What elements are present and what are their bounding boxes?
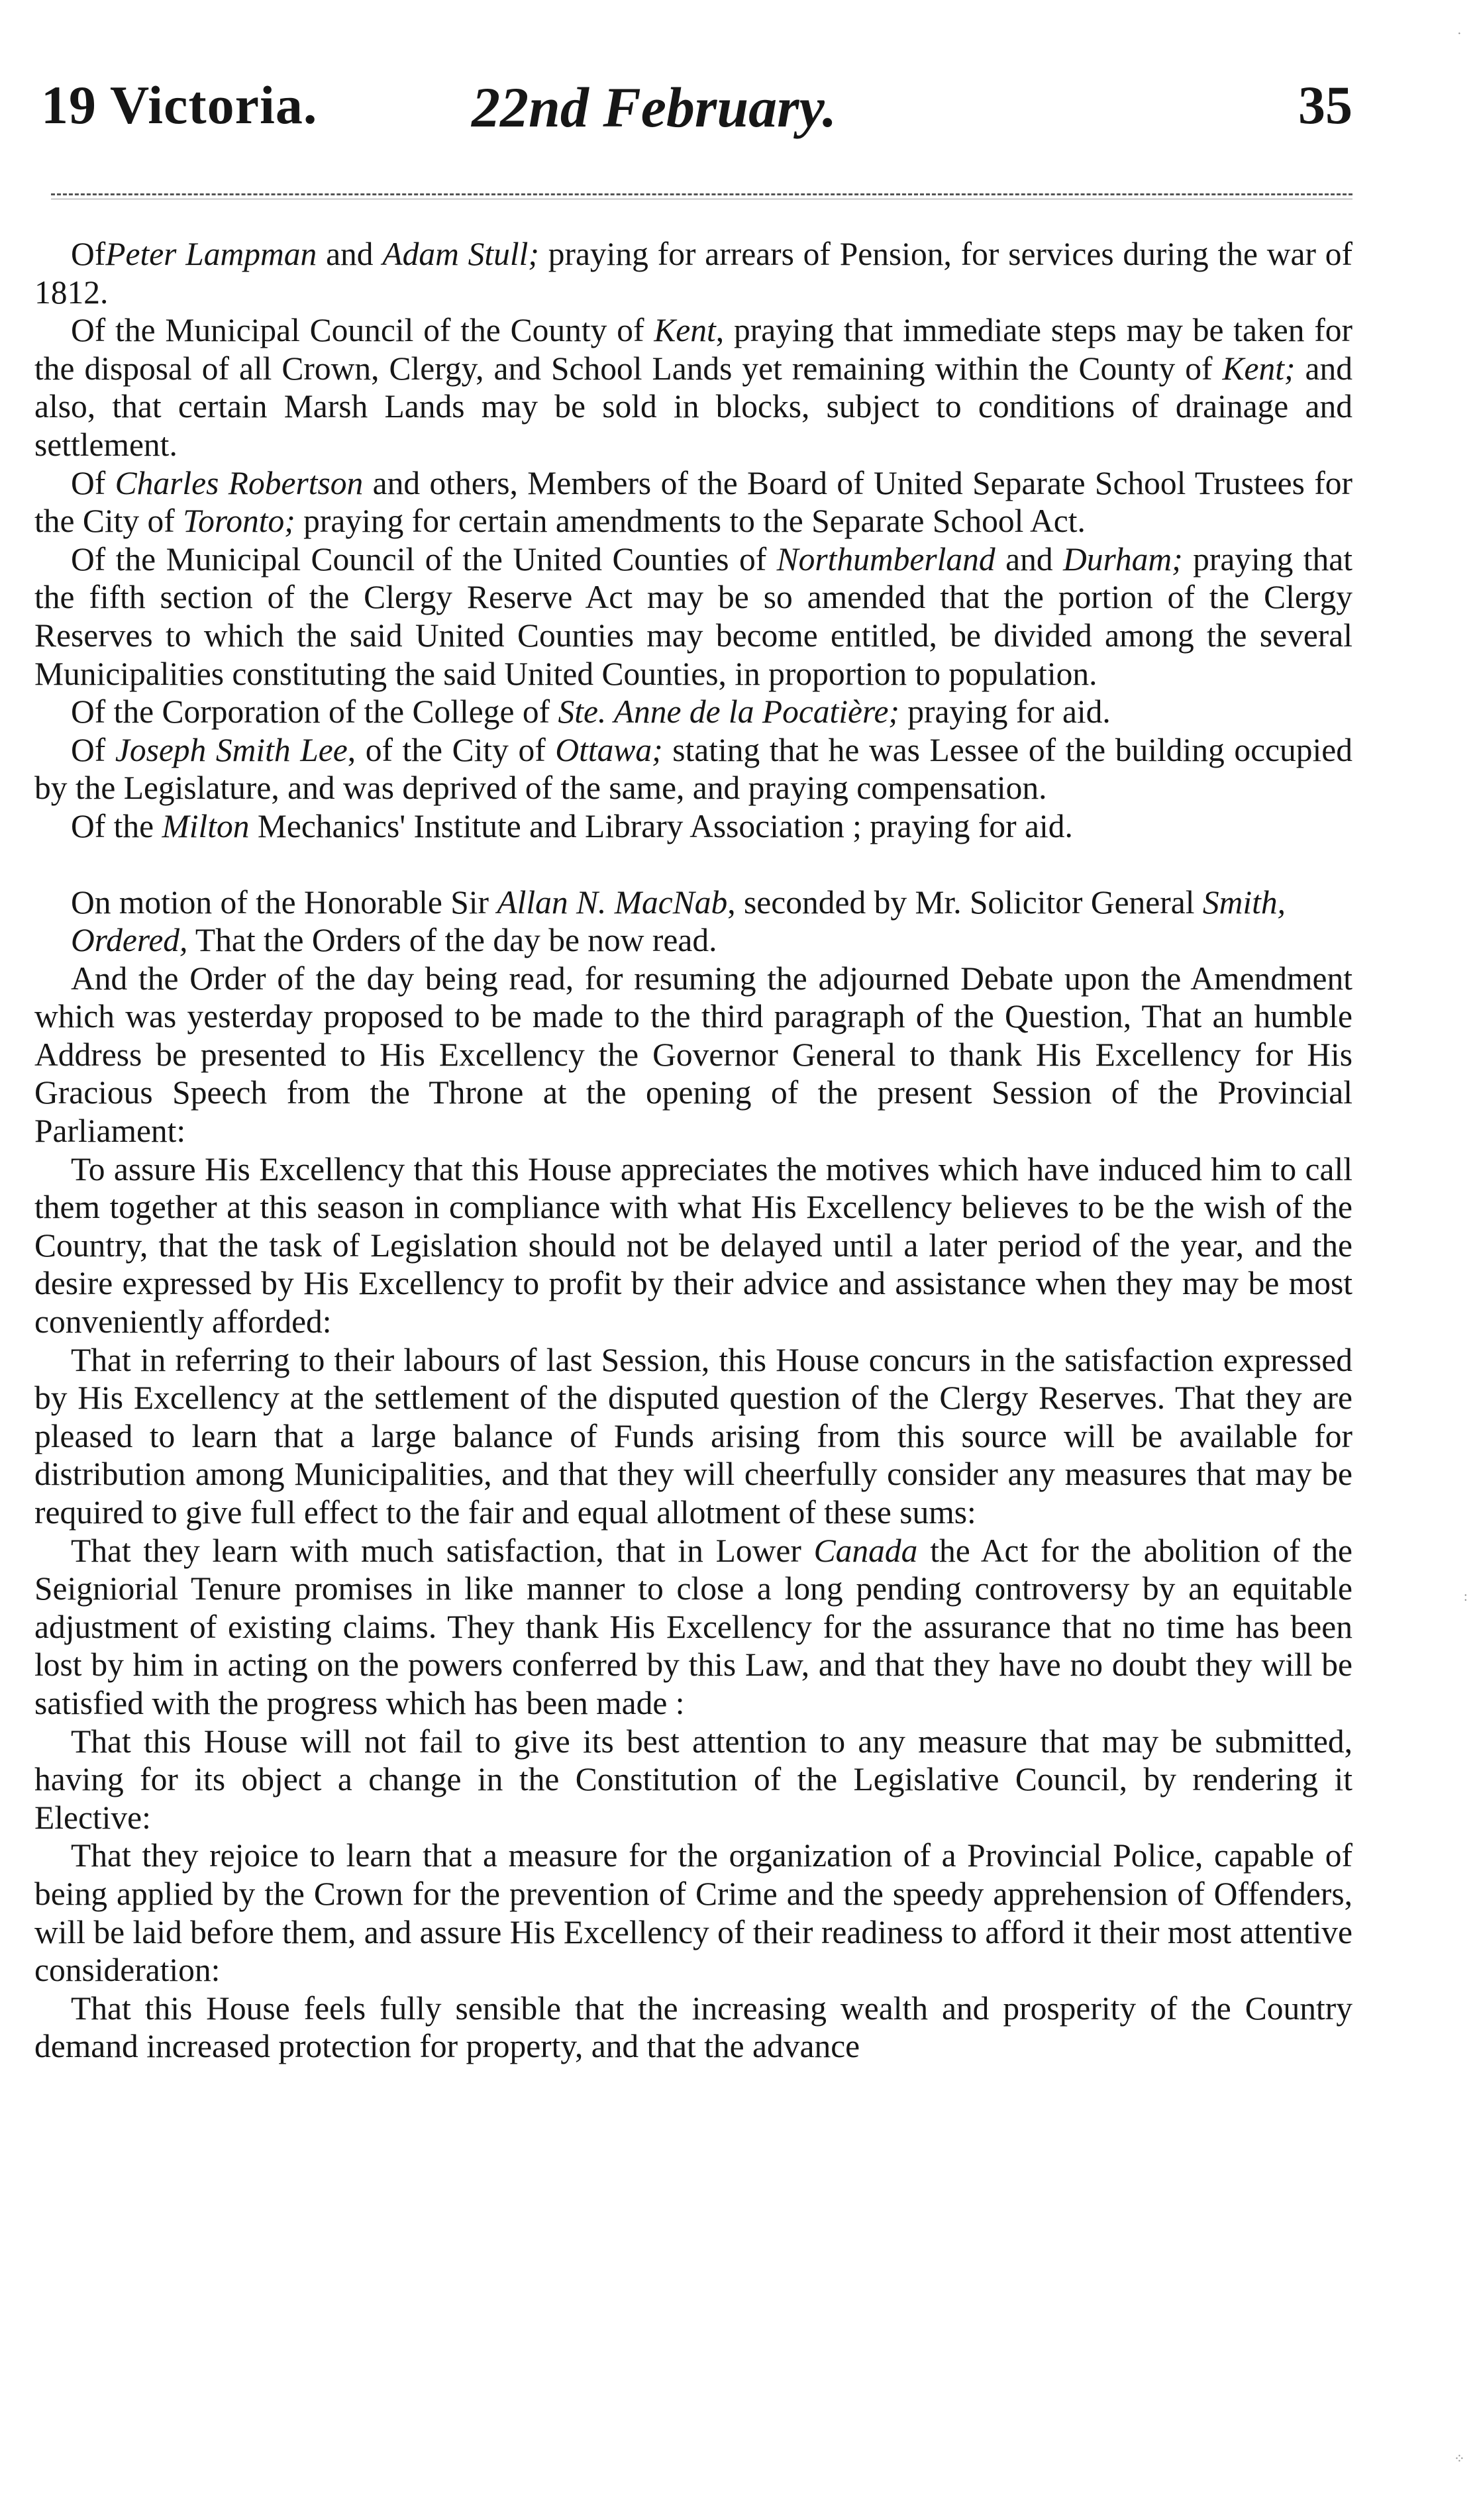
address-paragraph: That this House feels fully sensible that the increasing wealth and prosperity of the Country demand increased protection for property, and that the advance	[34, 1990, 1352, 2065]
journal-page	[34, 0, 1352, 2520]
reign-year: 19 Victoria.	[41, 75, 318, 135]
address-paragraph: That they learn with much satisfaction, that in Lower Canada the Act for the abolition of the Seigniorial Tenure promises in like manner to close a long pending controversy by an equitable adjustment of existing claims. They thank His Excellency for the assurance that no time has been lost by him in acting on the powers conferred by this Law, and that they have no doubt they will be satisfied with the progress which has been made :	[34, 1532, 1353, 1721]
print-speck: :	[1464, 1589, 1468, 1604]
ordered-paragraph: Ordered, That the Orders of the day be now read.	[71, 922, 717, 959]
page-number: 35	[1298, 75, 1352, 135]
petition-entry: Of the Corporation of the College of Ste. Anne de la Pocatière; praying for aid.	[71, 693, 1111, 731]
page-date: 22nd February.	[472, 76, 837, 139]
ordered-label: Ordered,	[71, 922, 188, 959]
print-speck: ⁘	[1454, 2452, 1465, 2466]
address-paragraph: That this House will not fail to give its best attention to any measure that may be submitted, having for its object a change in the Constitution of the Legislative Council, by rendering it Elective:	[34, 1723, 1352, 1836]
mover-name: Allan N. MacNab	[497, 883, 728, 921]
petition-entry: Of Charles Robertson and others, Members of the Board of United Separate School Trustees for the City of Toronto; praying for certain amendments to the Separate School Act.	[34, 464, 1352, 540]
place-name: Kent	[654, 312, 716, 349]
address-paragraph: That they rejoice to learn that a measure for the organization of a Provincial Police, capable of being applied by the Crown for the prevention of Crime and the speedy apprehension of Offenders, will be laid before them, and assure His Excellency of their readiness to afford it their most attentive consideration:	[34, 1837, 1352, 1989]
seconder-name: Smith,	[1202, 883, 1286, 921]
petition-entry: Of Joseph Smith Lee, of the City of Ottawa; stating that he was Lessee of the building occupied by the Legislature, and was deprived of the same, and praying compensation.	[34, 731, 1353, 807]
petition-entry: Of the Municipal Council of the United Counties of Northumberland and Durham; praying that the fifth section of the Clergy Reserve Act may be so amended that the portion of the Clergy Reserves to which the said United Counties may become entitled, be divided among the several Municipalities constituting the said United Counties, in proportion to population.	[34, 540, 1352, 692]
institution-name: Ste. Anne de la Pocatière;	[558, 693, 899, 731]
place-name: Durham;	[1063, 540, 1183, 578]
address-paragraph: That in referring to their labours of last Session, this House concurs in the satisfaction expressed by His Excellency at the settlement of the disputed question of the Clergy Reserves. That they are pleased to learn that a large balance of Funds arising from this source will be available for distribution among Municipalities, and that they will cheerfully consider any measures that may be required to give full effect to the fair and equal allotment of these sums:	[34, 1341, 1352, 1531]
motion-paragraph: On motion of the Honorable Sir Allan N. MacNab, seconded by Mr. Solicitor General Smith,	[71, 883, 1286, 921]
place-name: Kent;	[1222, 350, 1296, 387]
place-name: Ottawa;	[555, 731, 663, 768]
journal-body	[34, 235, 1352, 2066]
running-head	[34, 74, 1352, 147]
address-paragraph: To assure His Excellency that this House appreciates the motives which have induced him to call them together at this season in compliance with what His Excellency believes to be the wish of the Country, that the task of Legislation should not be delayed until a later period of the year, and the desire expressed by His Excellency to profit by their advice and assistance when they may be most conveniently afforded:	[34, 1150, 1352, 1340]
debate-paragraph: And the Order of the day being read, for resuming the adjourned Debate upon the Amendment which was yesterday proposed to be made to the third paragraph of the Question, That an humble Address be presented to His Excellency the Governor General to thank His Excellency for His Gracious Speech from the Throne at the opening of the present Session of the Provincial Parliament:	[34, 960, 1352, 1150]
place-name: Milton	[162, 807, 250, 844]
petitioner-name: Peter Lampman	[105, 236, 317, 272]
place-name: Canada	[813, 1532, 918, 1569]
header-rule	[51, 193, 1352, 195]
place-name: Toronto;	[183, 503, 295, 540]
place-name: Northumberland	[776, 540, 995, 578]
petitioner-name: Charles Robertson	[115, 464, 364, 501]
print-speck: ·	[1457, 26, 1462, 41]
petition-entry: Of the Milton Mechanics' Institute and Library Association ; praying for aid.	[71, 807, 1073, 844]
petition-entry: OfPeter Lampman and Adam Stull; praying for arrears of Pension, for services during the war of 1812.	[34, 236, 1353, 311]
petitioner-name: Joseph Smith Lee	[115, 731, 348, 768]
petitioner-name: Adam Stull;	[382, 236, 539, 272]
petition-entry: Of the Municipal Council of the County of Kent, praying that immediate steps may be taken for the disposal of all Crown, Clergy, and School Lands yet remaining within the County of Kent; and also, that certain Marsh Lands may be sold in blocks, subject to conditions of drainage and settlement.	[34, 312, 1352, 463]
